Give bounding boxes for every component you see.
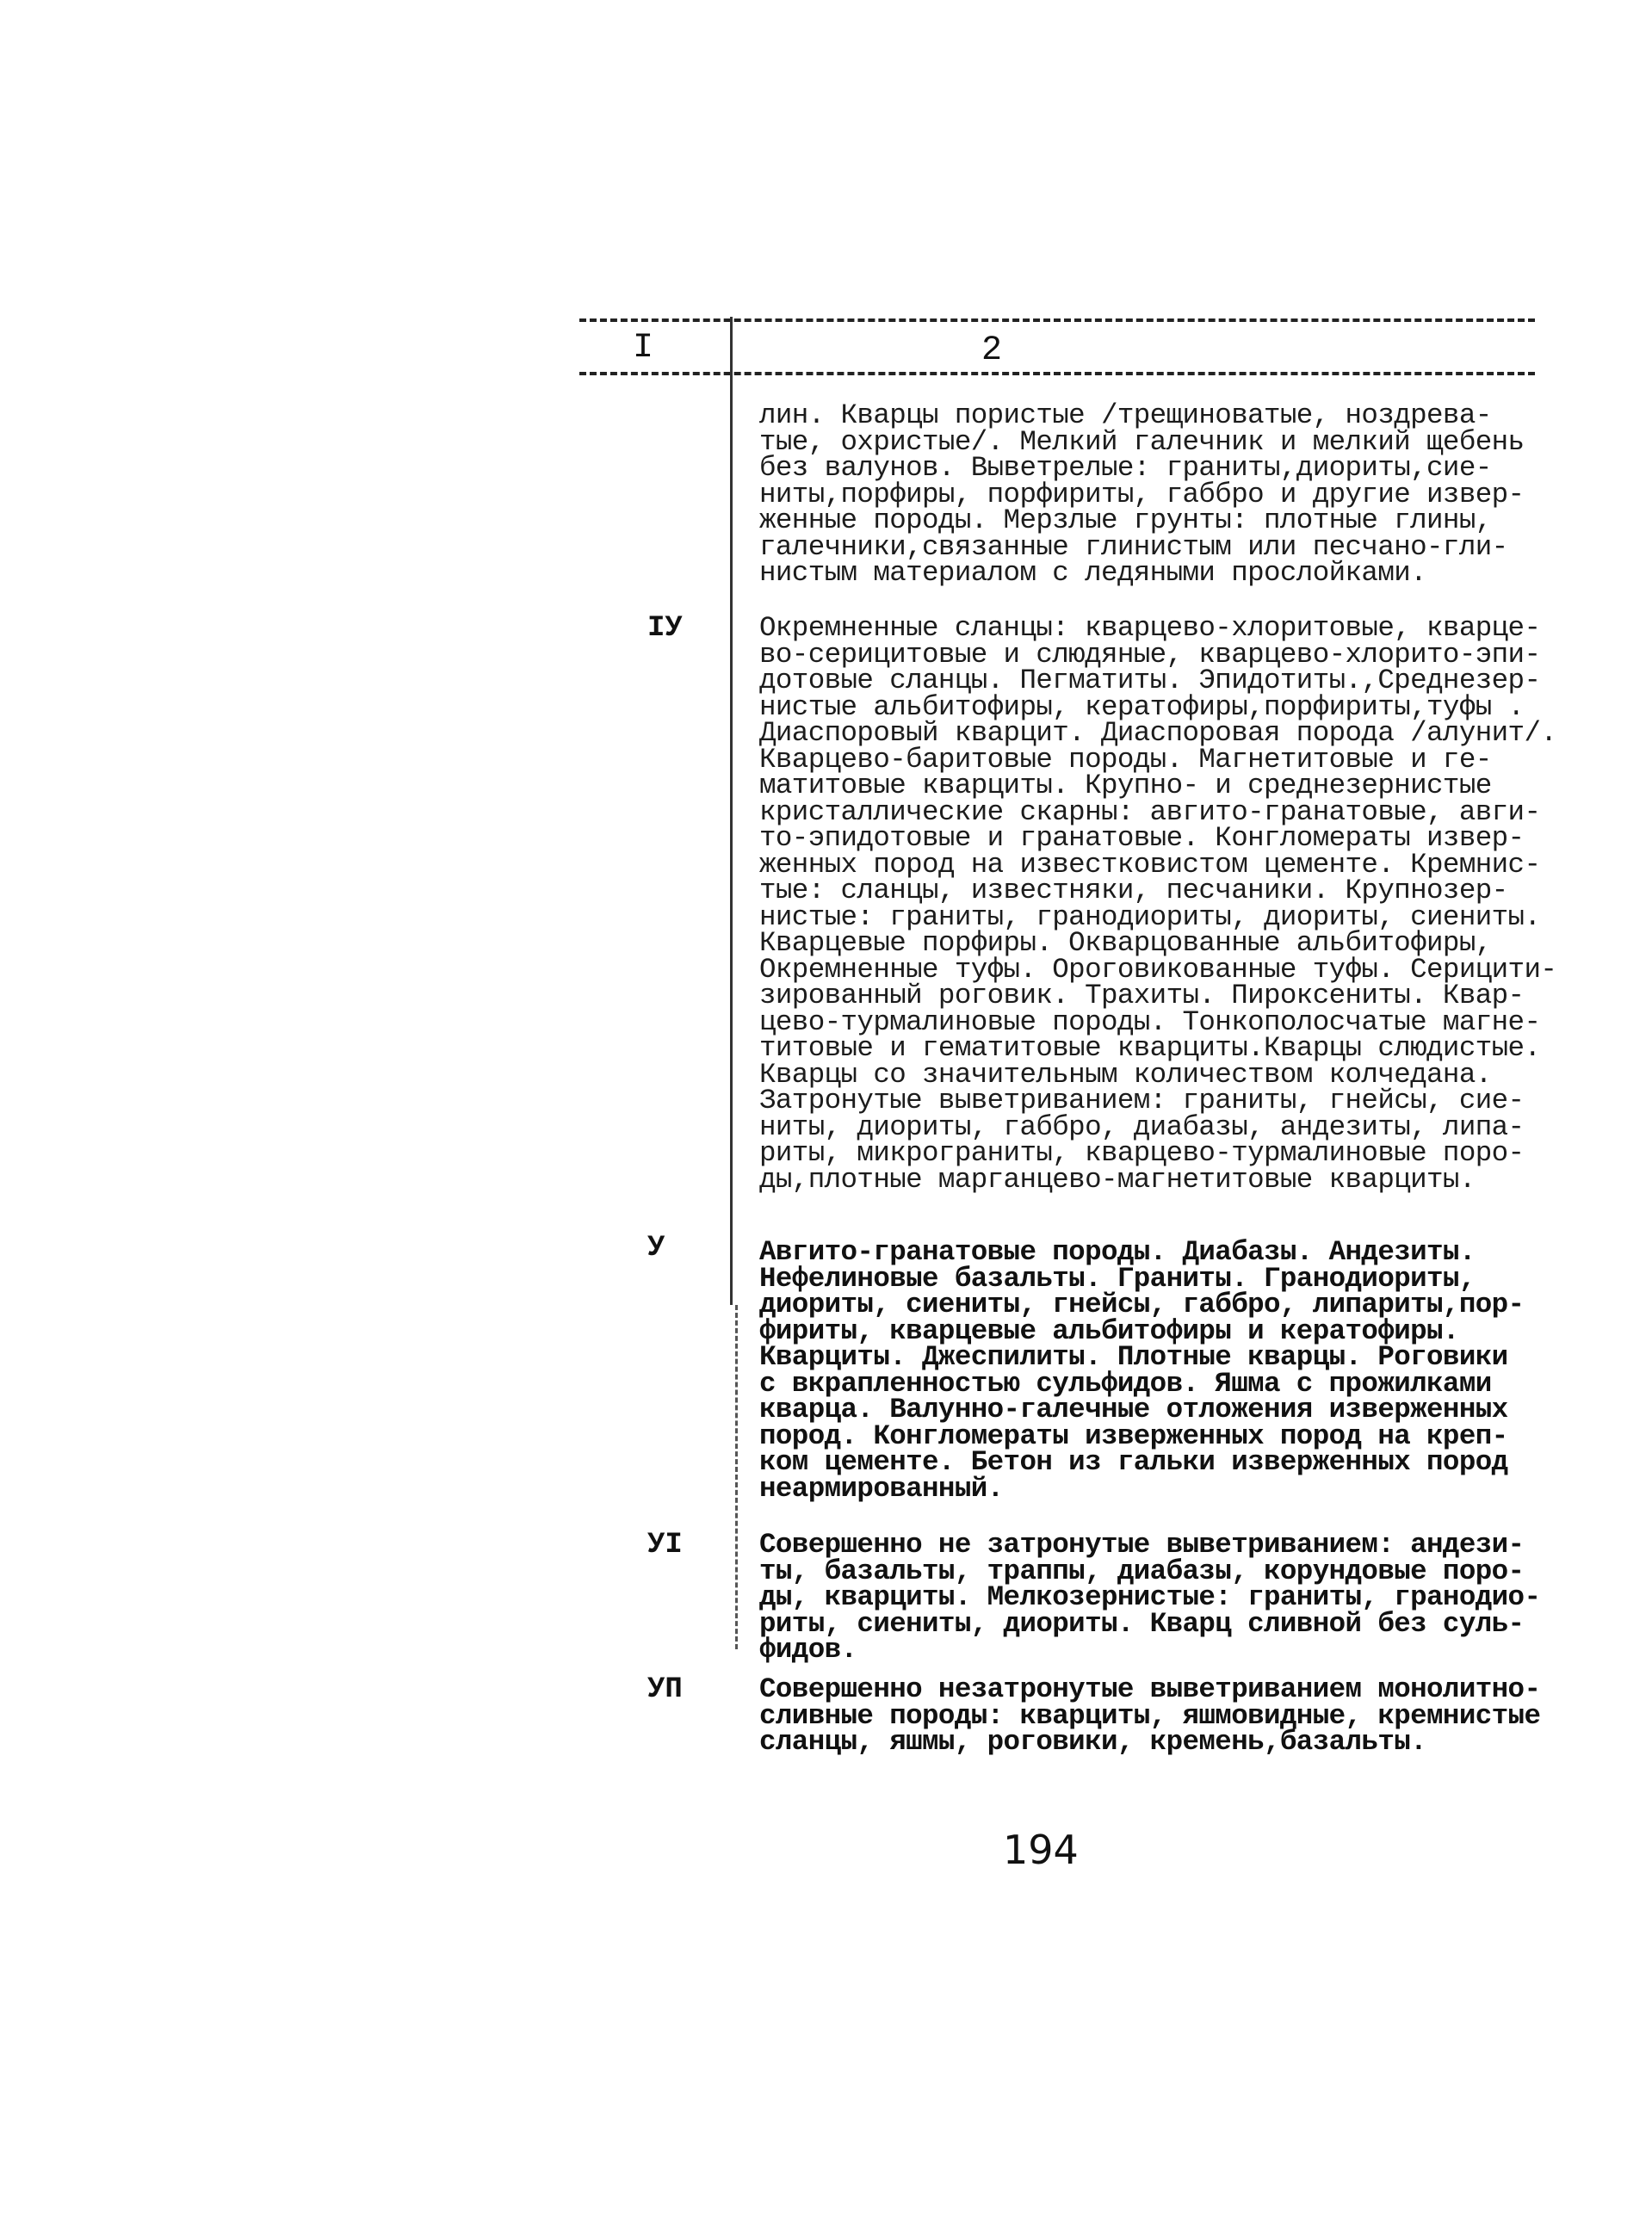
description-line: Авгито-гранатовые породы. Диабазы. Андезиты. <box>759 1236 1476 1268</box>
category-label-vii: УП <box>647 1673 683 1706</box>
description-line: галечники,связанные глинистым или песчано-гли- <box>759 530 1508 563</box>
description-line: ды,плотные марганцево-магнетитовые кварциты. <box>759 1163 1476 1196</box>
description-line: тые, охристые/. Мелкий галечник и мелкий щебень <box>759 425 1525 458</box>
column-divider-body <box>730 375 733 1305</box>
description-line: дотовые сланцы. Пегматиты. Эпидотиты.,Среднезер- <box>759 665 1541 696</box>
description-line: женные породы. Мерзлые грунты: плотные глины, <box>759 504 1492 536</box>
page-number: 194 <box>1003 1827 1079 1873</box>
description-line: кристаллические скарны: авгито-гранатовые, авги- <box>759 795 1541 828</box>
description-line: Окремненные туфы. Ороговикованные туфы. Серицити- <box>759 953 1557 986</box>
description-line: пород. Конгломераты изверженных пород на креп- <box>759 1419 1508 1452</box>
description-line: неармированный. <box>759 1472 1004 1505</box>
column-divider-tail <box>735 1305 738 1649</box>
rock-description-vi <box>759 1529 1573 1666</box>
description-line: диориты, сиениты, гнейсы, габбро, липариты,пор- <box>759 1289 1525 1320</box>
description-line: Диаспоровый кварцит. Диаспоровая порода /алунит/. <box>759 717 1557 749</box>
description-line: Совершенно незатронутые выветриванием монолитно- <box>759 1673 1541 1705</box>
description-line: риты, сиениты, диориты. Кварц сливной без суль- <box>759 1607 1525 1640</box>
description-line: сливные породы: кварциты, яшмовидные, кремнистые <box>759 1699 1541 1732</box>
description-line: цево-турмалиновые породы. Тонкополосчатые магне- <box>759 1005 1541 1038</box>
description-line: зированный роговик. Трахиты. Пироксениты. Квар- <box>759 980 1525 1011</box>
description-line: Кварцевые порфиры. Окварцованные альбитофиры, <box>759 927 1492 959</box>
description-line: Совершенно не затронутые выветриванием: андези- <box>759 1529 1525 1561</box>
description-line: ды, кварциты. Мелкозернистые: граниты, гранодио- <box>759 1581 1541 1613</box>
description-line: ниты, диориты, габбро, диабазы, андезиты, липа- <box>759 1110 1525 1143</box>
description-line: сланцы, яшмы, роговики, кремень,базальты. <box>759 1726 1427 1758</box>
rock-description-vii <box>759 1673 1573 1758</box>
description-line: фириты, кварцевые альбитофиры и кератофиры. <box>759 1314 1459 1347</box>
description-line: Затронутые выветриванием: граниты, гнейсы, сие- <box>759 1085 1525 1116</box>
description-line: титовые и гематитовые кварциты.Кварцы слюдистые. <box>759 1032 1541 1064</box>
description-line: Кварцы со значительным количеством колчедана. <box>759 1058 1492 1091</box>
description-line: Кварциты. Джеспилиты. Плотные кварцы. Роговики <box>759 1341 1508 1373</box>
description-line: ниты,порфиры, порфириты, габбро и другие извер- <box>759 478 1525 510</box>
description-line: с вкрапленностью сульфидов. Яшма с прожилками <box>759 1367 1492 1400</box>
description-line: без валунов. Выветрелые: граниты,диориты,сие- <box>759 452 1492 484</box>
description-line: женных пород на известковистом цементе. Кремнис- <box>759 848 1541 881</box>
category-label-iv: IУ <box>647 612 683 645</box>
description-line: матитовые кварциты. Крупно- и среднезернистые <box>759 770 1492 801</box>
rock-description-continued <box>759 399 1573 589</box>
column-1-header: I <box>633 329 654 368</box>
column-divider-header <box>730 317 733 375</box>
column-2-header: 2 <box>981 331 1003 370</box>
description-line: тые: сланцы, известняки, песчаники. Крупнозер- <box>759 875 1508 906</box>
description-line: Окремненные сланцы: кварцево-хлоритовые, кварце- <box>759 612 1541 644</box>
description-line: ком цементе. Бетон из гальки изверженных пород <box>759 1446 1508 1478</box>
rock-description-v <box>759 1236 1573 1505</box>
category-label-v: У <box>647 1232 665 1264</box>
description-line: во-серицитовые и слюдяные, кварцево-хлорито-эпи- <box>759 638 1541 671</box>
description-line: то-эпидотовые и гранатовые. Конгломераты извер- <box>759 822 1525 854</box>
category-label-vi: УI <box>647 1529 683 1561</box>
description-line: кварца. Валунно-галечные отложения изверженных <box>759 1394 1508 1425</box>
rock-description-iv <box>759 612 1573 1196</box>
description-line: лин. Кварцы пористые /трещиноватые, ноздрева- <box>759 399 1492 431</box>
description-line: риты, микрограниты, кварцево-турмалиновые поро- <box>759 1137 1525 1169</box>
description-line: фидов. <box>759 1634 857 1666</box>
table-header-rule <box>579 372 1535 375</box>
table-top-rule <box>579 318 1535 322</box>
description-line: Нефелиновые базальты. Граниты. Гранодиориты, <box>759 1262 1476 1295</box>
description-line: нистым материалом с ледяными прослойками. <box>759 557 1427 589</box>
description-line: ты, базальты, траппы, диабазы, корундовые поро- <box>759 1555 1525 1587</box>
description-line: Кварцево-баритовые породы. Магнетитовые и ге- <box>759 743 1492 776</box>
description-line: нистые: граниты, гранодиориты, диориты, сиениты. <box>759 900 1541 933</box>
description-line: нистые альбитофиры, кератофиры,порфириты,туфы . <box>759 690 1525 723</box>
